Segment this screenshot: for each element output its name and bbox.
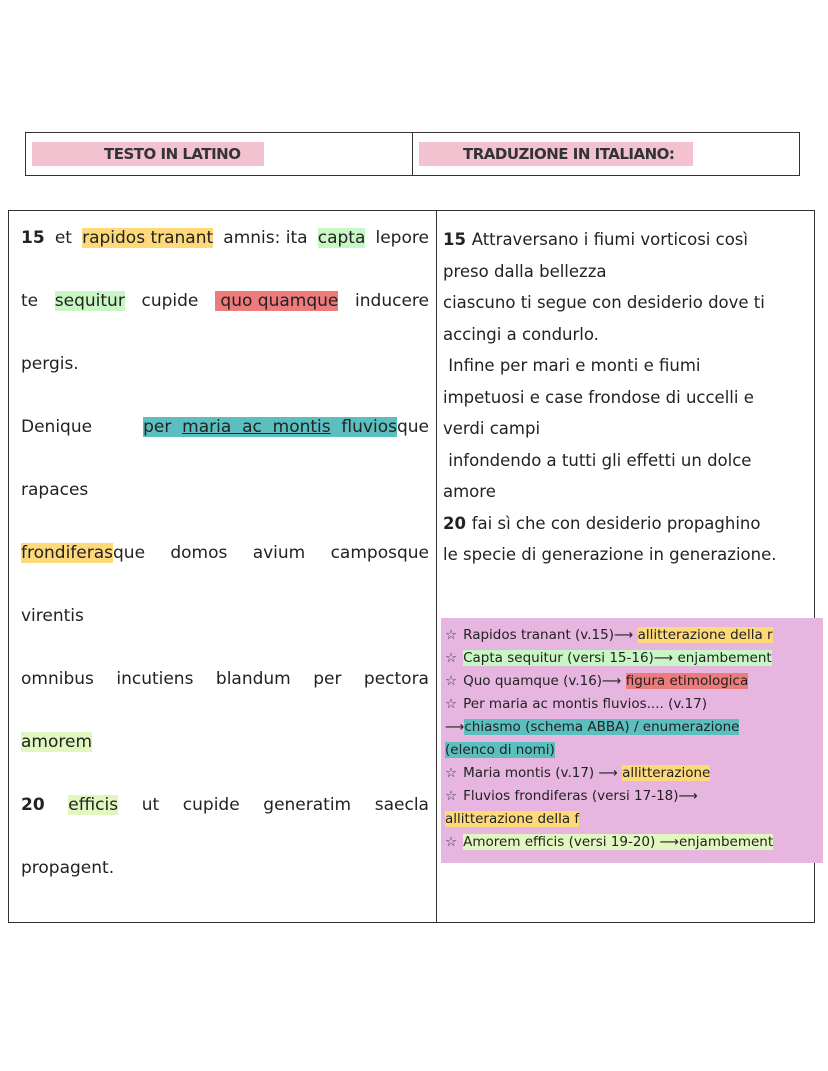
text-segment: le specie di generazione in generazione. xyxy=(443,545,777,564)
text-segment: ⟶ xyxy=(445,719,465,735)
header-italian-label: TRADUZIONE IN ITALIANO: xyxy=(419,142,693,166)
word-group xyxy=(55,224,72,253)
text-segment: preso dalla bellezza xyxy=(443,261,607,281)
highlighted-text: efficis xyxy=(68,795,119,815)
column-divider xyxy=(436,211,437,922)
text-segment: virentis xyxy=(21,606,84,626)
word-group xyxy=(21,350,79,379)
note-item xyxy=(445,693,819,716)
text-segment: cupide xyxy=(182,795,240,815)
text-segment: Denique xyxy=(21,417,93,437)
text-segment: cupide xyxy=(141,291,199,311)
text-segment: Attraversano i fiumi vorticosi così xyxy=(471,230,748,249)
italian-line xyxy=(443,287,808,319)
text-segment: te xyxy=(21,291,39,311)
note-item xyxy=(445,808,819,831)
figures-of-speech-notes xyxy=(441,618,823,863)
text-segment: pergis. xyxy=(21,354,79,374)
text-segment: lepore xyxy=(375,228,429,248)
text-segment: Quo quamque (v.16)⟶ xyxy=(463,673,626,689)
latin-line xyxy=(21,287,429,350)
text-segment: avium xyxy=(252,543,306,563)
word-group xyxy=(82,224,213,253)
star-icon: ☆ xyxy=(445,834,458,850)
text-segment: ciascuno ti segue con desiderio dove ti xyxy=(443,293,765,312)
word-group xyxy=(143,413,429,442)
latin-line xyxy=(21,791,429,854)
word-group xyxy=(223,224,307,253)
text-segment: 15 xyxy=(21,228,45,248)
text-segment: ut xyxy=(141,795,160,815)
text-segment: et xyxy=(54,228,72,248)
word-group xyxy=(318,224,366,253)
word-group xyxy=(21,413,92,442)
star-icon: ☆ xyxy=(445,673,458,689)
highlighted-text: capta xyxy=(317,228,366,248)
text-segment: incutiens xyxy=(116,669,194,689)
latin-line xyxy=(21,224,429,287)
word-group xyxy=(21,854,114,883)
word-group xyxy=(21,602,84,631)
word-group xyxy=(21,476,88,505)
text-segment: 20 xyxy=(21,795,45,815)
highlighted-text: frondiferas xyxy=(21,543,113,563)
text-segment: generatim xyxy=(263,795,352,815)
highlighted-text: Capta sequitur (versi 15-16)⟶ enjambement xyxy=(463,650,772,666)
word-group xyxy=(116,665,193,694)
text-segment: rapaces xyxy=(21,480,89,500)
note-item xyxy=(445,785,819,808)
italian-line xyxy=(443,445,808,477)
text-segment: amore xyxy=(443,482,496,501)
text-segment: 20 xyxy=(443,513,472,533)
header-cell-latin xyxy=(26,133,412,175)
highlighted-text: (elenco di nomi) xyxy=(445,742,555,758)
text-segment: saecla xyxy=(374,795,429,815)
latin-line xyxy=(21,728,429,791)
highlighted-text: allitterazione xyxy=(622,765,711,781)
text-segment: propagent. xyxy=(21,858,115,878)
text-segment: omnibus xyxy=(21,669,94,689)
word-group xyxy=(141,287,198,316)
highlighted-text: amorem xyxy=(21,732,93,752)
latin-line xyxy=(21,476,429,539)
note-item xyxy=(445,716,819,739)
latin-line xyxy=(21,602,429,665)
word-group xyxy=(355,287,429,316)
text-segment: infondendo a tutti gli effetti un dolce xyxy=(443,450,752,470)
word-group xyxy=(215,287,338,316)
highlighted-text: maria ac montis xyxy=(182,417,331,437)
latin-line xyxy=(21,350,429,413)
note-item xyxy=(445,647,819,670)
text-segment: accingi a condurlo. xyxy=(443,324,599,344)
highlighted-text: per xyxy=(143,417,183,437)
latin-line xyxy=(21,539,429,602)
word-group xyxy=(21,791,45,820)
text-segment: verdi campi xyxy=(443,419,541,438)
text-segment: Maria montis (v.17) ⟶ xyxy=(463,765,623,781)
word-group xyxy=(253,539,306,568)
text-segment: que xyxy=(113,543,146,563)
highlighted-text: allitterazione della r xyxy=(637,627,773,643)
highlighted-text: quo quamque xyxy=(215,291,339,311)
italian-line xyxy=(443,413,808,445)
text-segment: fai sì che con desiderio propaghino xyxy=(471,513,761,533)
word-group xyxy=(21,287,38,316)
word-group xyxy=(313,665,341,694)
text-segment: Per maria ac montis fluvios.... (v.17) xyxy=(463,696,708,712)
latin-text-column xyxy=(21,224,429,917)
italian-line xyxy=(443,539,808,571)
highlighted-text: fluvios xyxy=(330,417,397,437)
highlighted-text: sequitur xyxy=(54,291,125,311)
highlighted-text: figura etimologica xyxy=(625,673,749,689)
word-group xyxy=(216,665,291,694)
italian-line xyxy=(443,382,808,414)
word-group xyxy=(170,539,227,568)
text-segment: Fluvios frondiferas (versi 17-18)⟶ xyxy=(463,788,698,804)
italian-line xyxy=(443,476,808,508)
note-item xyxy=(445,624,819,647)
italian-line xyxy=(443,256,808,288)
note-item xyxy=(445,831,819,854)
text-segment: que xyxy=(396,417,429,437)
text-segment: impetuosi e case frondose di uccelli e xyxy=(443,387,754,407)
text-segment: Rapidos tranant (v.15)⟶ xyxy=(463,627,638,643)
latin-line xyxy=(21,665,429,728)
highlighted-text: chiasmo (schema ABBA) / enumerazione xyxy=(464,719,740,735)
highlighted-text: Amorem efficis (versi 19-20) ⟶enjambement xyxy=(463,834,774,850)
latin-line xyxy=(21,413,429,476)
star-icon: ☆ xyxy=(445,765,458,781)
highlighted-text: allitterazione della f xyxy=(445,811,580,827)
italian-line xyxy=(443,508,808,540)
italian-line xyxy=(443,319,808,351)
word-group xyxy=(68,791,118,820)
italian-translation-column xyxy=(443,224,808,571)
text-segment: camposque xyxy=(330,543,429,563)
word-group xyxy=(331,539,429,568)
text-segment: 15 xyxy=(443,230,472,249)
header-table xyxy=(25,132,800,176)
text-segment: blandum xyxy=(215,669,291,689)
text-segment: amnis: ita xyxy=(223,228,308,248)
word-group xyxy=(21,665,94,694)
word-group xyxy=(183,791,240,820)
star-icon: ☆ xyxy=(445,696,458,712)
note-item xyxy=(445,762,819,785)
word-group xyxy=(375,791,429,820)
word-group xyxy=(21,539,145,568)
text-segment: Infine per mari e monti e fiumi xyxy=(443,356,701,375)
word-group xyxy=(21,728,92,757)
word-group xyxy=(364,665,429,694)
word-group xyxy=(376,224,429,253)
latin-line xyxy=(21,854,429,917)
word-group xyxy=(142,791,159,820)
header-latin-label: TESTO IN LATINO xyxy=(32,142,264,166)
text-segment: per xyxy=(313,669,342,689)
star-icon: ☆ xyxy=(445,788,458,804)
text-segment: pectora xyxy=(363,669,429,689)
highlighted-text: rapidos tranant xyxy=(82,228,214,248)
text-segment: domos xyxy=(170,543,228,563)
content-table xyxy=(8,210,815,923)
note-item xyxy=(445,670,819,693)
word-group xyxy=(21,224,45,253)
text-segment: inducere xyxy=(355,291,429,311)
italian-line xyxy=(443,224,808,256)
star-icon: ☆ xyxy=(445,627,458,643)
note-item xyxy=(445,739,819,762)
word-group xyxy=(55,287,125,316)
italian-line xyxy=(443,350,808,382)
header-cell-italian xyxy=(412,133,799,175)
word-group xyxy=(263,791,351,820)
star-icon: ☆ xyxy=(445,650,458,666)
